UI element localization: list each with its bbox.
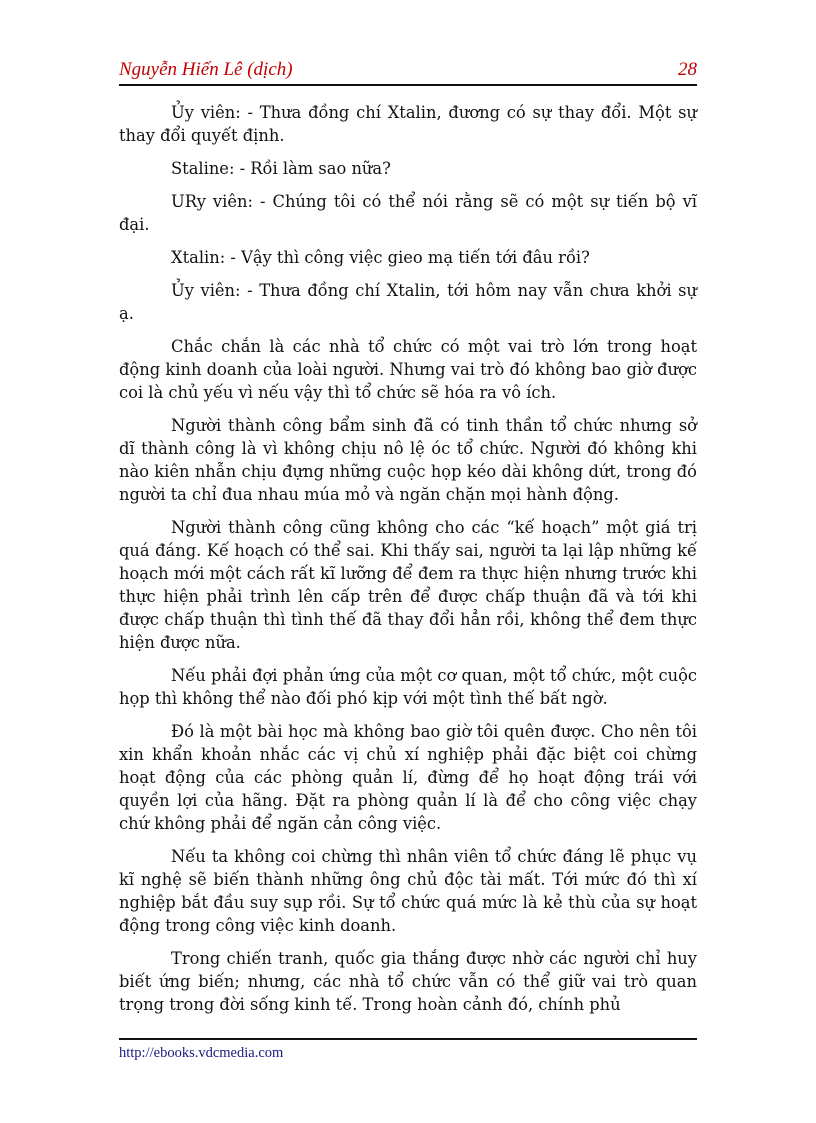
paragraph: Staline: - Rồi làm sao nữa? [171, 159, 391, 178]
paragraph: Chắc chắn là các nhà tổ chức có một vai trò lớn trong hoạt động kinh doanh của loài người. Nhưng vai trò đó không bao giờ được coi là chủ yếu vì nếu vậy thì tổ chức sẽ hóa ra vô ích. [119, 337, 697, 402]
paragraph: Trong chiến tranh, quốc gia thắng được nhờ các người chỉ huy biết ứng biến; nhưng, các nhà tổ chức vẫn có thể giữ vai trò quan trọng trong đời sống kinh tế. Trong hoàn cảnh đó, chính phủ [119, 949, 697, 1014]
header-page-number: 28 [678, 59, 697, 80]
body-text [119, 101, 697, 1026]
paragraph: Ủy viên: - Thưa đồng chí Xtalin, đương có sự thay đổi. Một sự thay đổi quyết định. [119, 103, 697, 145]
paragraph: Đó là một bài học mà không bao giờ tôi quên được. Cho nên tôi xin khẩn khoản nhắc các vị chủ xí nghiệp phải đặc biệt coi chừng hoạt động của các phòng quản lí, đừng để họ hoạt động trái với quyền lợi của hãng. Đặt ra phòng quản lí là để cho công việc chạy chứ không phải để ngăn cản công việc. [119, 722, 697, 833]
paragraph: Người thành công cũng không cho các “kế hoạch” một giá trị quá đáng. Kế hoạch có thể sai. Khi thấy sai, người ta lại lập những kế hoạch mới một cách rất kĩ lưỡng để đem ra thực hiện nhưng trước khi thực hiện phải trình lên cấp trên để được chấp thuận đã và tới khi được chấp thuận thì tình thế đã thay đổi hẳn rồi, không thể đem thực hiện được nữa. [119, 518, 697, 652]
paragraph: Nếu phải đợi phản ứng của một cơ quan, một tổ chức, một cuộc họp thì không thể nào đối phó kịp với một tình thế bất ngờ. [119, 666, 697, 708]
header-author: Nguyễn Hiến Lê (dịch) [119, 59, 293, 80]
paragraph: Nếu ta không coi chừng thì nhân viên tổ chức đáng lẽ phục vụ kĩ nghệ sẽ biến thành những ông chủ độc tài mất. Tới mức đó thì xí nghiệp bắt đầu suy sụp rồi. Sự tổ chức quá mức là kẻ thù của sự hoạt động trong công việc kinh doanh. [119, 847, 697, 935]
footer-url[interactable]: http://ebooks.vdcmedia.com [119, 1045, 284, 1061]
page-footer [119, 1038, 697, 1062]
page-header [119, 58, 697, 86]
paragraph: Xtalin: - Vậy thì công việc gieo mạ tiến tới đâu rồi? [171, 248, 590, 267]
paragraph: URy viên: - Chúng tôi có thể nói rằng sẽ có một sự tiến bộ vĩ đại. [119, 192, 697, 234]
paragraph: Ủy viên: - Thưa đồng chí Xtalin, tới hôm nay vẫn chưa khởi sự ạ. [119, 281, 697, 323]
paragraph: Người thành công bẩm sinh đã có tinh thần tổ chức nhưng sở dĩ thành công là vì không chịu nô lệ óc tổ chức. Người đó không khi nào kiên nhẫn chịu đựng những cuộc họp kéo dài không dứt, trong đó người ta chỉ đua nhau múa mỏ và ngăn chặn mọi hành động. [119, 416, 697, 504]
